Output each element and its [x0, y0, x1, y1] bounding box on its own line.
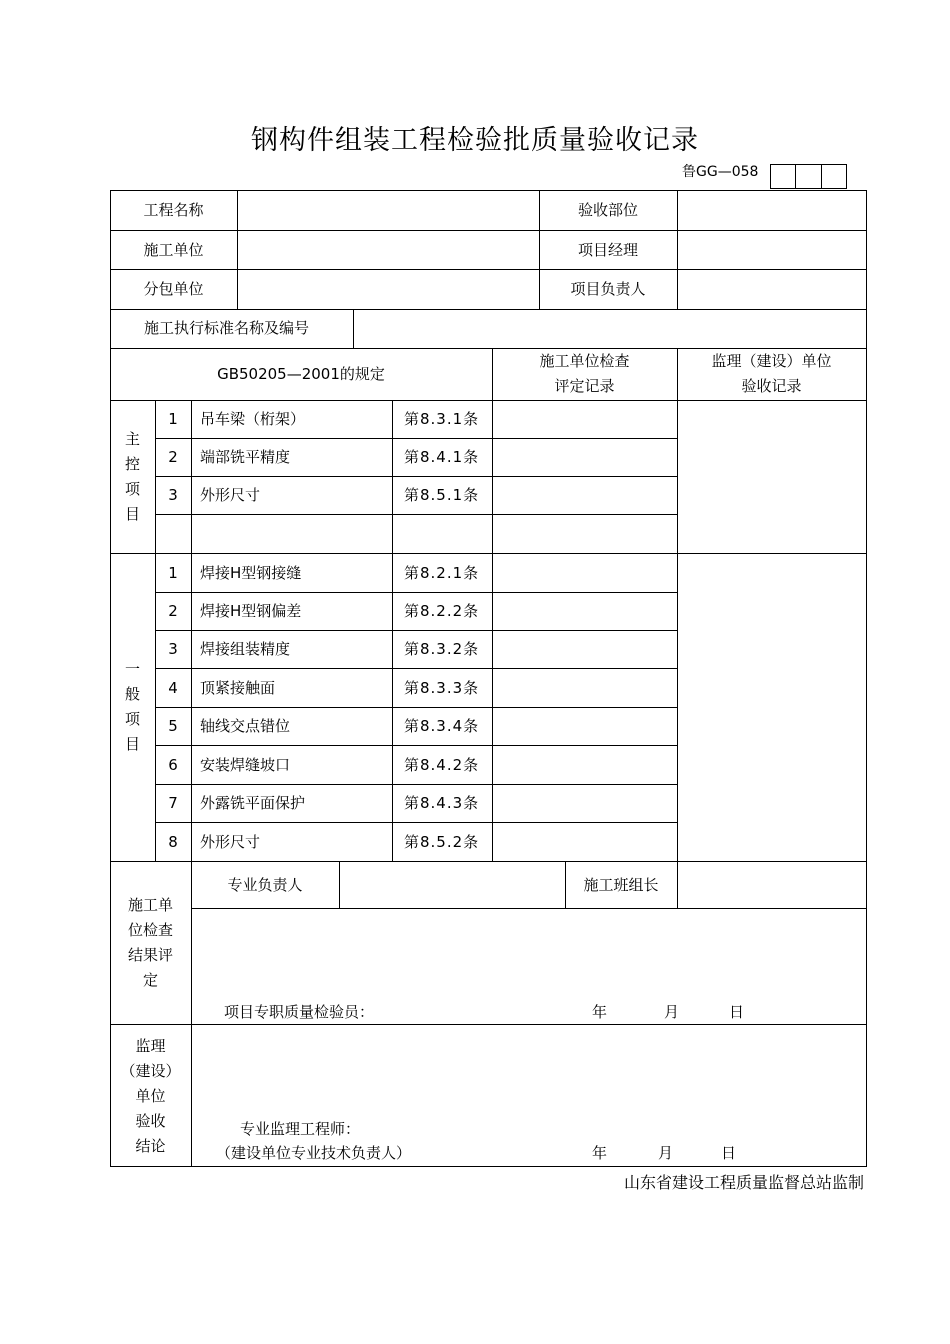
general-item-name: 外形尺寸 — [200, 833, 261, 851]
general-item-no: 5 — [168, 717, 178, 735]
general-item-name: 安装焊缝坡口 — [200, 756, 291, 774]
supervision-label-line: 监理 — [135, 1037, 166, 1055]
general-item-name: 焊接H型钢接缝 — [200, 564, 302, 582]
general-label-char: 一 — [124, 660, 140, 678]
serial-number-boxes — [770, 164, 847, 189]
main-control-label-char: 项 — [124, 480, 140, 498]
general-item-name: 顶紧接触面 — [200, 679, 276, 697]
general-item-no: 1 — [168, 564, 178, 582]
general-item-no: 6 — [168, 756, 178, 774]
check-record-header-line1: 施工单位检查 — [539, 352, 630, 370]
main-item-no: 3 — [168, 486, 178, 504]
main-control-label — [110, 427, 155, 527]
main-item-clause: 第8.3.1条 — [404, 410, 480, 428]
general-item-no: 3 — [168, 640, 178, 658]
check-result-label-line: 位检查 — [127, 921, 173, 939]
general-item-clause: 第8.3.3条 — [404, 679, 480, 697]
check-date-day: 日 — [729, 1003, 745, 1021]
supervision-date-day: 日 — [721, 1144, 737, 1162]
general-item-clause: 第8.3.2条 — [404, 640, 480, 658]
general-item-name: 外露铣平面保护 — [200, 794, 306, 812]
supervision-record-header-line1: 监理（建设）单位 — [711, 352, 832, 370]
general-item-no: 7 — [168, 794, 178, 812]
project-manager-label: 项目经理 — [577, 241, 638, 259]
team-leader-label: 施工班组长 — [583, 876, 659, 894]
owner-technical-leader-label: （建设单位专业技术负责人） — [216, 1144, 412, 1162]
check-date-month: 月 — [664, 1003, 680, 1021]
subcontractor-label: 分包单位 — [143, 280, 204, 298]
main-item-clause: 第8.4.1条 — [404, 448, 480, 466]
general-item-no: 4 — [168, 679, 178, 697]
check-result-label — [110, 893, 191, 993]
spec-column-header: GB50205—2001的规定 — [217, 365, 385, 383]
check-record-header-line2: 评定记录 — [554, 377, 615, 395]
supervision-date-month: 月 — [658, 1144, 674, 1162]
main-item-name: 端部铣平精度 — [200, 448, 291, 466]
supervision-label-line: 验收 — [135, 1112, 166, 1130]
general-item-no: 8 — [168, 833, 178, 851]
general-item-clause: 第8.2.2条 — [404, 602, 480, 620]
construction-unit-label: 施工单位 — [143, 241, 204, 259]
main-item-no: 1 — [168, 410, 178, 428]
general-item-name: 焊接H型钢偏差 — [200, 602, 302, 620]
supervision-conclusion-label — [110, 1034, 191, 1159]
general-item-name: 轴线交点错位 — [200, 717, 291, 735]
main-control-label-char: 主 — [124, 430, 140, 448]
inspector-label: 项目专职质量检验员： — [224, 1003, 375, 1021]
general-item-clause: 第8.4.2条 — [404, 756, 480, 774]
main-item-no: 2 — [168, 448, 178, 466]
check-result-label-line: 结果评 — [127, 946, 173, 964]
supervision-record-header-line2: 验收记录 — [741, 377, 802, 395]
general-label-char: 般 — [124, 685, 140, 703]
check-date-year: 年 — [592, 1003, 608, 1021]
general-items-label — [110, 657, 155, 757]
general-item-clause: 第8.5.2条 — [404, 833, 480, 851]
acceptance-part-label: 验收部位 — [577, 201, 638, 219]
general-item-name: 焊接组装精度 — [200, 640, 291, 658]
general-item-clause: 第8.2.1条 — [404, 564, 480, 582]
main-item-clause: 第8.5.1条 — [404, 486, 480, 504]
main-item-name: 外形尺寸 — [200, 486, 261, 504]
main-control-label-char: 目 — [124, 505, 140, 523]
general-item-clause: 第8.3.4条 — [404, 717, 480, 735]
supervision-label-line: 结论 — [135, 1137, 166, 1155]
supervision-date-year: 年 — [592, 1144, 608, 1162]
general-item-no: 2 — [168, 602, 178, 620]
supervision-label-line: （建设） — [120, 1062, 181, 1080]
general-label-char: 目 — [124, 735, 140, 753]
general-item-clause: 第8.4.3条 — [404, 794, 480, 812]
standard-label: 施工执行标准名称及编号 — [144, 319, 310, 337]
check-result-label-line: 施工单 — [127, 896, 173, 914]
professional-leader-label: 专业负责人 — [227, 876, 303, 894]
project-leader-label: 项目负责人 — [570, 280, 646, 298]
issuer-footer: 山东省建设工程质量监督总站监制 — [623, 1173, 864, 1192]
supervision-label-line: 单位 — [135, 1087, 166, 1105]
check-result-label-line: 定 — [142, 971, 158, 989]
main-item-name: 吊车梁（桁架） — [200, 410, 306, 428]
main-control-label-char: 控 — [124, 455, 140, 473]
page-title: 钢构件组装工程检验批质量验收记录 — [251, 125, 699, 156]
form-code: 鲁GG—058 — [682, 164, 759, 180]
project-name-label: 工程名称 — [143, 201, 204, 219]
general-label-char: 项 — [124, 710, 140, 728]
supervision-engineer-label: 专业监理工程师： — [240, 1120, 361, 1138]
